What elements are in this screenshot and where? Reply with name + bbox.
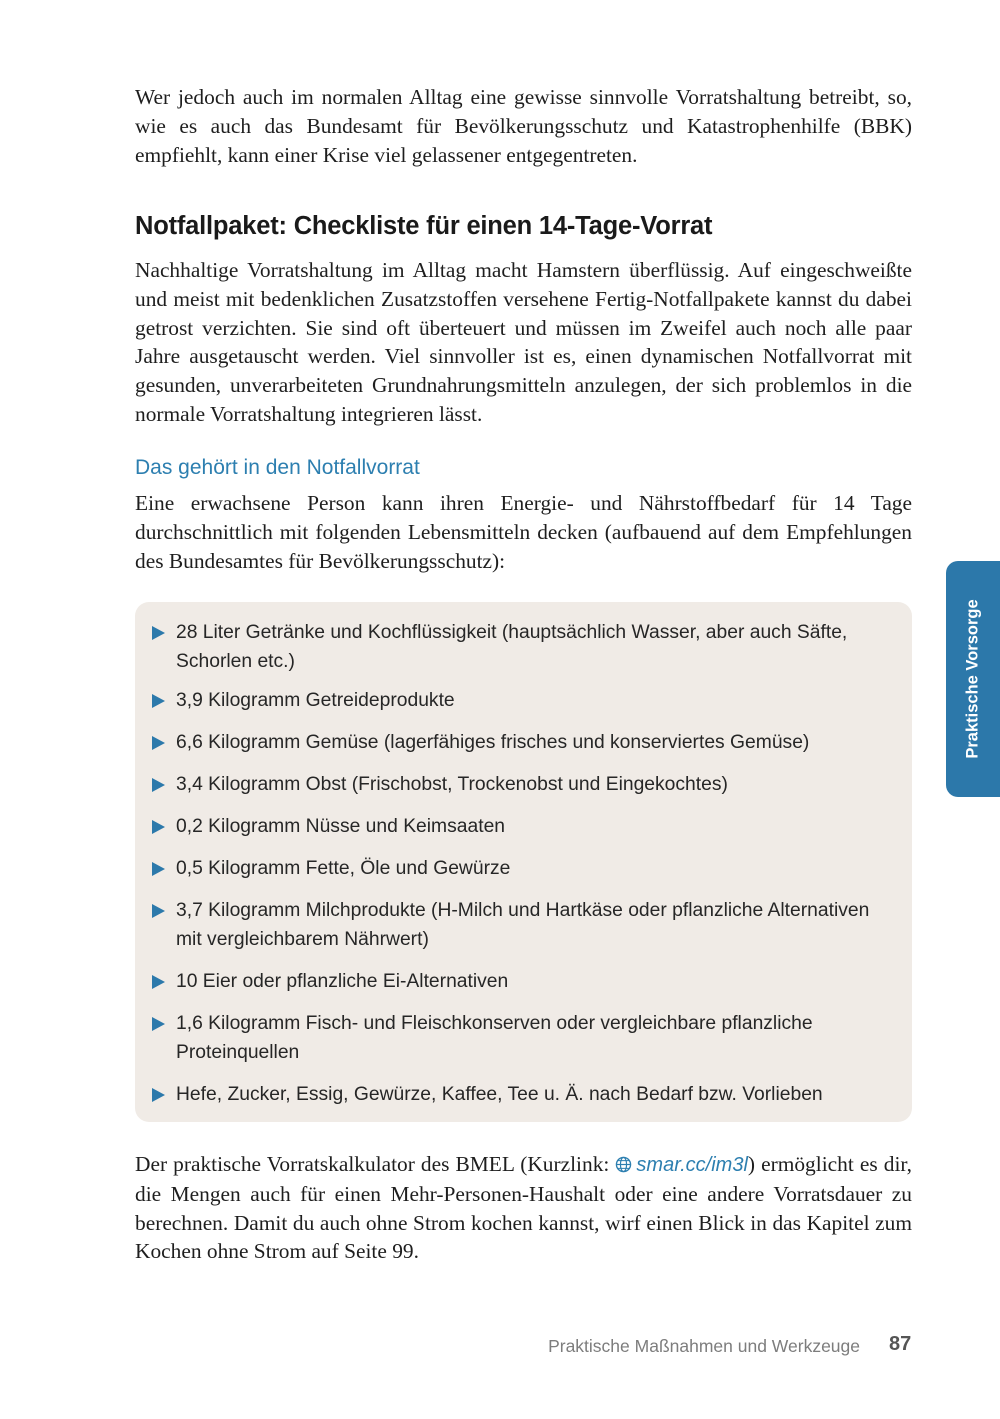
checklist-item [152,686,892,715]
triangle-right-icon [152,694,165,708]
checklist-box [135,602,912,1122]
short-link[interactable] [615,1154,747,1176]
closing-text-after: ) ermöglicht es dir, die Mengen auch für einen Mehr-Personen-Haushalt oder eine andere Vorratsdauer zu berechnen. Damit du auch ohne Strom kochen kannst, wirf einen Blick in das Kapitel zum Kochen ohne Strom auf Seite 99. [135,1152,913,1264]
checklist-item-text: 10 Eier oder pflanzliche Ei-Alternativen [176,971,509,992]
triangle-right-icon [152,904,165,918]
triangle-right-icon [152,862,165,876]
triangle-right-icon [152,975,165,989]
checklist-item-text: 0,5 Kilogramm Fette, Öle und Gewürze [176,858,511,879]
subsection-heading: Das gehört in den Notfallvorrat [135,456,420,479]
checklist-item-text: 3,9 Kilogramm Getreideprodukte [176,690,455,711]
checklist-item [152,812,892,841]
section-heading: Notfallpaket: Checkliste für einen 14-Tage-Vorrat [135,212,713,240]
closing-paragraph [135,1150,912,1266]
checklist-item [152,967,892,996]
triangle-right-icon [152,778,165,792]
chapter-side-tab-label: Praktische Vorsorge [963,599,982,759]
intro-paragraph: Wer jedoch auch im normalen Alltag eine gewisse sinnvolle Vorratshaltung betreibt, so, wie es auch das Bundesamt für Bevölkerungsschutz und Katastrophenhilfe (BBK) empfiehlt, kann einer Krise viel gelassener entgegentreten. [135,85,912,167]
checklist-item [152,618,892,676]
checklist-item-text: Hefe, Zucker, Essig, Gewürze, Kaffee, Tee u. Ä. nach Bedarf bzw. Vorlieben [176,1084,823,1105]
subsection-paragraph: Eine erwachsene Person kann ihren Energie- und Nährstoffbedarf für 14 Tage durchschnittlich mit folgenden Lebensmitteln decken (aufbauend auf dem Empfehlungen des Bundesamtes für Bevölkerungsschutz): [135,491,912,573]
checklist-item-text: 28 Liter Getränke und Kochflüssigkeit (hauptsächlich Wasser, aber auch Säfte, Schorlen etc.) [176,622,848,672]
globe-icon [615,1156,632,1173]
triangle-right-icon [152,626,165,640]
checklist-item [152,770,892,799]
short-link-text: smar.cc/im3l [636,1154,748,1176]
triangle-right-icon [152,1088,165,1102]
triangle-right-icon [152,1017,165,1031]
checklist-item-text: 3,4 Kilogramm Obst (Frischobst, Trockenobst und Eingekochtes) [176,774,728,795]
checklist-item [152,1080,892,1109]
closing-text-before: Der praktische Vorratskalkulator des BMEL (Kurzlink: [135,1152,616,1176]
page-number: 87 [889,1333,912,1355]
footer-chapter-title: Praktische Maßnahmen und Werkzeuge [548,1336,860,1356]
section-paragraph: Nachhaltige Vorratshaltung im Alltag macht Hamstern überflüssig. Auf eingeschweißte und meist mit bedenklichen Zusatzstoffen versehene Fertig-Notfallpakete kannst du dabei getrost verzichten. Sie sind oft überteuert und müssen im Zweifel auch noch alle paar Jahre ausgetauscht werden. Viel sinnvoller ist es, einen dynamischen Notfallvorrat mit gesunden, unverarbeiteten Grundnahrungsmitteln anzulegen, der sich problemlos in die normale Vorratshaltung integrieren lässt. [135,258,912,426]
checklist-item-text: 1,6 Kilogramm Fisch- und Fleischkonserven oder vergleichbare pflanzliche Proteinquellen [176,1013,813,1063]
checklist-item [152,1009,892,1067]
checklist-item-text: 0,2 Kilogramm Nüsse und Keimsaaten [176,816,506,837]
chapter-side-tab [946,561,1000,797]
triangle-right-icon [152,736,165,750]
checklist-item-text: 3,7 Kilogramm Milchprodukte (H-Milch und Hartkäse oder pflanzliche Alternativen mit vergleichbarem Nährwert) [176,900,870,950]
triangle-right-icon [152,820,165,834]
checklist-item-text: 6,6 Kilogramm Gemüse (lagerfähiges frisches und konserviertes Gemüse) [176,732,810,753]
checklist-item [152,728,892,757]
checklist-item [152,854,892,883]
checklist-item [152,896,892,954]
